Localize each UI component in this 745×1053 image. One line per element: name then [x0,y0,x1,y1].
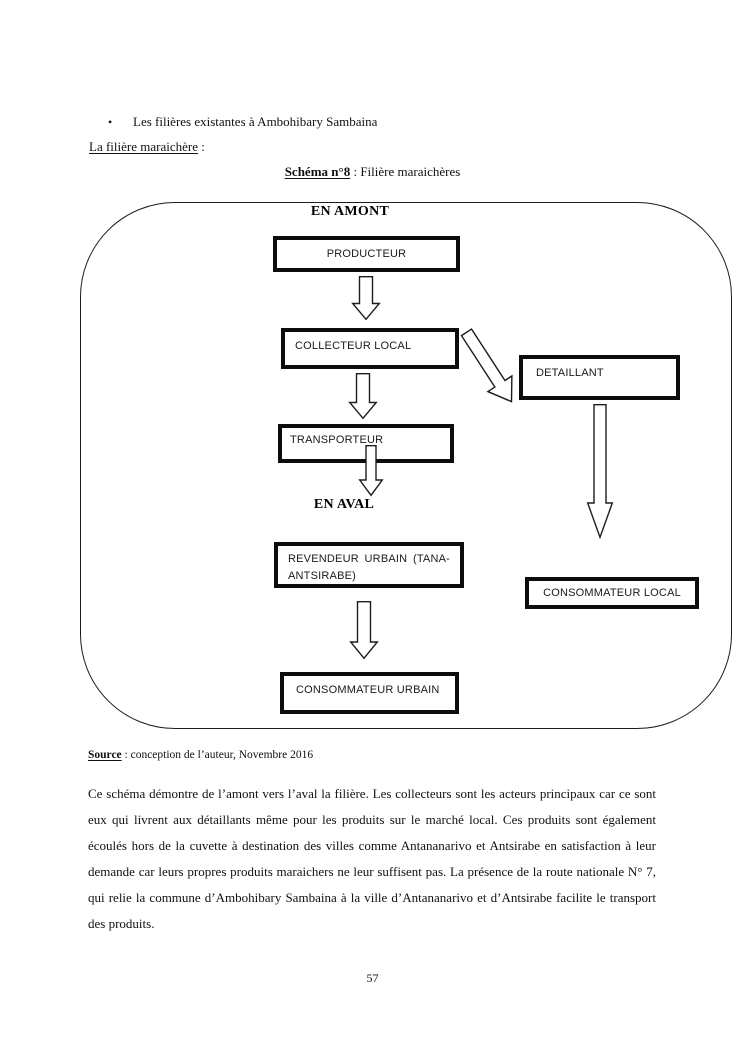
node-producteur [273,236,460,272]
node-revendeur-urbain [274,542,464,588]
schema-caption [0,164,745,180]
source-line [88,749,313,761]
arrow-down-producteur-collecteur-icon [352,276,380,320]
node-detaillant-label: DETAILLANT [536,367,604,379]
upstream-section-label: EN AMONT [310,204,390,219]
bullet-icon: • [108,115,113,129]
node-consommateur-urbain-label: CONSOMMATEUR URBAIN [296,684,440,696]
arrow-down-transporteur-aval-icon [359,445,383,496]
section-subtitle [89,139,205,155]
source-label: Source [88,749,122,761]
node-producteur-label: PRODUCTEUR [326,248,407,260]
subtitle-underlined-text: La filière maraichère [89,139,198,154]
node-collecteur-local [281,328,459,369]
node-revendeur-urbain-label: REVENDEUR URBAIN (TANA-ANTSIRABE) [288,553,450,582]
node-transporteur-label: TRANSPORTEUR [290,434,384,446]
arrow-down-revendeur-consommateur-icon [350,601,378,659]
subtitle-colon: : [197,139,205,154]
arrow-down-collecteur-transporteur-icon [349,373,377,419]
node-detaillant [519,355,680,400]
arrow-diagonal-collecteur-detaillant-icon [452,322,526,412]
schema-caption-label: Schéma n°8 [284,164,351,179]
source-text: : conception de l’auteur, Novembre 2016 [121,749,314,761]
schema-caption-title: : Filière maraichères [350,164,461,179]
node-consommateur-urbain [280,672,459,714]
page-number: 57 [366,971,379,985]
node-consommateur-local [525,577,699,609]
diagram-container [80,202,732,729]
bullet-item-text: Les filières existantes à Ambohibary Sambaina [133,114,378,129]
node-collecteur-local-label: COLLECTEUR LOCAL [295,340,412,352]
node-consommateur-local-label: CONSOMMATEUR LOCAL [543,587,681,599]
bullet-line [108,114,377,130]
body-paragraph: Ce schéma démontre de l’amont vers l’aval la filière. Les collecteurs sont les acteurs principaux car ce sont eux qui livrent aux détaillants même pour les produits sur le marché local. Ces produits sont également écoulés hors de la cuvette à destination des villes comme Antananarivo et Antsirabe en satisfaction à leur demande car leurs propres produits maraichers ne leur suffisent pas. La présence de la route nationale N° 7, qui relie la commune d’Ambohibary Sambaina à la ville d’Antananarivo et d’Antsirabe facilite le transport des produits. [88,786,656,931]
downstream-section-label: EN AVAL [313,497,375,512]
arrow-down-detaillant-consommateur-icon [587,404,613,538]
